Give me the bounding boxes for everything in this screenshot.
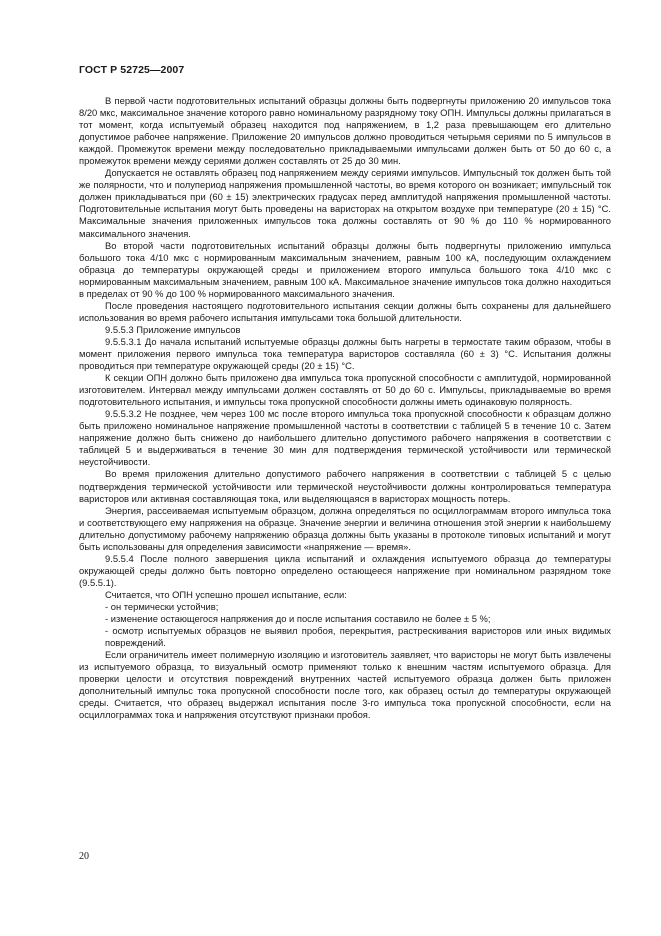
paragraph: 9.5.5.3.1 До начала испытаний испытуемые образцы должны быть нагреты в термостате таким образом, чтобы в момент приложения первого импульса тока температура варисторов составляла (60 ± 3) °С. Испытания должны проводиться при температуре окружающей среды (20 ± 15) °С. xyxy=(79,335,611,372)
standard-header: ГОСТ Р 52725—2007 xyxy=(79,64,185,76)
paragraph: Допускается не оставлять образец под напряжением между сериями импульсов. Импульсный ток должен быть той же полярности, что и полупериод напряжения промышленной частоты, во время которого он возникает; импульсный ток должен прикладываться при (60 ± 15) электрических градусах перед амплитудой напряжения промышленной частоты. Подготовительные испытания могут быть проведены на варисторах на открытом воздухе при температуре (20 ± 15) °С. Максимальные значения приложенных импульсов тока должны составлять от 90 % до 110 % нормированного максимального значения. xyxy=(79,167,611,239)
paragraph: Во время приложения длительно допустимого рабочего напряжения в соответствии с таблицей 5 с целью подтверждения термической устойчивости или термической неустойчивости должны контролироваться температура варисторов или активная составляющая тока, или выделяющаяся в варисторах мощность потерь. xyxy=(79,468,611,504)
paragraph: Считается, что ОПН успешно прошел испытание, если: xyxy=(105,588,347,600)
list-item: - он термически устойчив; xyxy=(105,600,219,612)
body-text xyxy=(79,95,611,721)
section-heading: 9.5.5.3 Приложение импульсов xyxy=(105,323,241,335)
paragraph: В первой части подготовительных испытаний образцы должны быть подвергнуты приложению 20 импульсов тока 8/20 мкс, максимальное значение которого равно номинальному разрядному току ОПН. Импульсы должны прилагаться в тот момент, когда испытуемый образец находится под напряжением, в 1,2 раза превышающем его длительно допустимое рабочее напряжение. Приложение 20 импульсов должно проводиться четырьмя сериями по 5 импульсов в каждой. Промежуток времени между последовательно прикладываемыми импульсами должен быть от 50 до 60 с, а промежуток времени между сериями должен составлять от 25 до 30 мин. xyxy=(79,95,612,167)
paragraph: После проведения настоящего подготовительного испытания секции должны быть сохранены для дальнейшего использования во время рабочего испытания импульсами тока большой длительности. xyxy=(79,299,611,323)
paragraph: Если ограничитель имеет полимерную изоляцию и изготовитель заявляет, что варисторы не могут быть извлечены из испытуемого образца, то визуальный осмотр применяют только к внешним частям испытуемого образца. Для проверки целости и отсутствия повреждений внутренних частей испытуемого образца должен быть приложен дополнительный импульс тока пропускной способности после того, как образец остыл до температуры окружающей среды. Считается, что образец выдержал испытания после 3-го импульса тока пропускной способности, если на осциллограммах тока и напряжения отсутствуют признаки пробоя. xyxy=(79,649,611,721)
paragraph: 9.5.5.3.2 Не позднее, чем через 100 мс после второго импульса тока пропускной способности к образцам должно быть приложено номинальное напряжение промышленной частоты в соответствии с таблицей 5 в течение 10 с. Затем напряжение должно быть снижено до наибольшего длительно допустимого рабочего напряжения в соответствии с таблицей 5 и выдерживаться в течение 30 мин для подтверждения термической устойчивости или термической неустойчивости. xyxy=(79,408,611,468)
paragraph: К секции ОПН должно быть приложено два импульса тока пропускной способности с амплитудой, нормированной изготовителем. Интервал между импульсами должен составлять от 50 до 60 с. Импульсы, прикладываемые во время подготовительного испытания, и импульсы тока пропускной способности должны иметь одинаковую полярность. xyxy=(79,372,611,408)
list-item: - изменение остающегося напряжения до и после испытания составило не более ± 5 %; xyxy=(105,613,491,625)
paragraph: Энергия, рассеиваемая испытуемым образцом, должна определяться по осциллограммам второго импульса тока и соответствующего ему напряжения на образце. Значение энергии и величина отношения этой энергии к наибольшему длительно допустимому рабочему напряжению образца должны быть указаны в протоколе типовых испытаний и могут быть использованы для определения зависимости «напряжение — время». xyxy=(79,504,611,552)
paragraph: Во второй части подготовительных испытаний образцы должны быть подвергнуты приложению импульса большого тока 4/10 мкс с нормированным максимальным значением, равным 100 кА, последующим охлаждением образца до температуры окружающей среды и приложением второго импульса большого тока 4/10 мкс с нормированным максимальным значением, равным 100 кА. Максимальное значение импульсов тока должно находиться в пределах от 90 % до 100 % нормированного максимального значения. xyxy=(79,239,611,299)
list-item: - осмотр испытуемых образцов не выявил пробоя, перекрытия, растрескивания варисторов или иных видимых повреждений. xyxy=(105,625,611,649)
paragraph: 9.5.5.4 После полного завершения цикла испытаний и охлаждения испытуемого образца до температуры окружающей среды должно быть повторно определено остающееся напряжение при номинальном разрядном токе (9.5.5.1). xyxy=(79,552,611,588)
page-number: 20 xyxy=(79,851,89,862)
